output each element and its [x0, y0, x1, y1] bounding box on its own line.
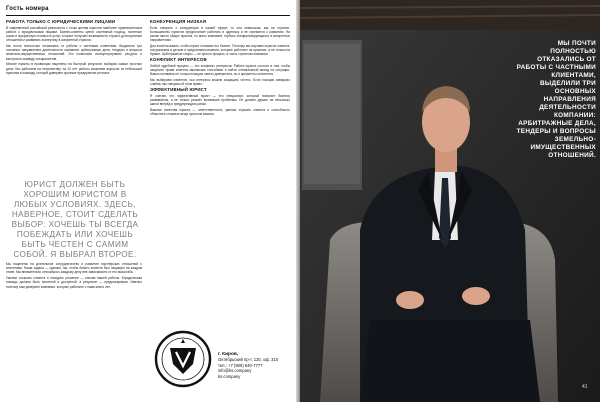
contact-site: ks.company: [218, 373, 241, 379]
paragraph: Мы почти полностью отказались от работы с частными клиентами. Выделили три основных направления деятельности компании: арбитражные дела, тендеры и вопросы земельно-имущественных отношений. Это позволило сконцентрировать ресурсы и выстроить команду специалистов.: [6, 44, 142, 61]
paragraph: Для клиента важно, чтобы юрист понимал его бизнес. Поэтому мы изучаем отрасль клиента, погружаемся в детали и предлагаем решения, которые работают на практике, а не только на бумаге. Арбитражные споры — не просто процесс, а часть стратегии компании.: [150, 44, 290, 57]
paragraph: Мы выбираем клиентов, чьи интересы можем защищать честно. Если позиция заведомо слабая, мы говорим об этом прямо.: [150, 77, 290, 87]
paragraph: В современной российской реальности с точки зрения юристов наиболее привлекательна работа с юридическими лицами. Бизнес-клиенты ценят системный подход, понятные сроки и прозрачную стоимость услуг, а юрист получает возможность строить долгосрочные отношения и развивать экспертизу в конкретной отрасли.: [6, 25, 142, 43]
section-title: Гость номера: [6, 6, 49, 12]
paragraph: Важные качества юриста — ответственность, умение слушать клиента и способность объяснять сложные вещи простым языком.: [150, 107, 290, 116]
paragraph: Я считаю, что эффективный юрист — это специалист, который помогает бизнесу развиваться, а не только решает возникшие проблемы. Он должен думать на несколько шагов вперёд и предупреждать риски.: [150, 93, 290, 106]
company-seal-logo: [154, 330, 212, 388]
paragraph: Если говорить о конкуренции в нашей сфере, то она невысокая, как ни странно. Большинство юристов предпочитает работать в одиночку и не стремится к развитию. На рынке много общих практик, но мало компаний, глубоко специализирующихся в конкретных направлениях.: [150, 25, 290, 43]
text-column-bottom: [6, 262, 142, 290]
text-column-2: [150, 20, 290, 118]
pull-quote: ЮРИСТ ДОЛЖЕН БЫТЬ ХОРОШИМ ЮРИСТОМ В ЛЮБЫХ УСЛОВИЯХ. ЗДЕСЬ, НАВЕРНОЕ, СТОИТ СДЕЛАТЬ ВЫБОР: ХОЧЕШЬ ТЫ ВСЕГДА ПОБЕЖДАТЬ ИЛИ ХОЧЕШЬ БЫТЬ ЧЕСТЕН С САМИМ СОБОЙ. Я ВЫБРАЛ ВТОРОЕ.: [11, 180, 139, 259]
contact-phone: тел.: +7 (909) 640-7777: [218, 362, 263, 368]
header-rule: [6, 15, 290, 16]
subheading: ЭФФЕКТИВНЫЙ ЮРИСТ: [150, 86, 207, 92]
contact-street: Октябрьский пр-т, 120, оф. 310: [218, 357, 279, 363]
left-page: [0, 0, 296, 402]
paragraph: Любой судебный процесс — это конфликт интересов. Работа юриста состоит в том, чтобы защитить права клиента законными способами и найти оптимальный выход из ситуации. Важно понимать не только позицию своего доверителя, но и аргументы оппонента.: [150, 63, 290, 77]
subheading: КОНФЛИКТ ИНТЕРЕСОВ: [150, 57, 207, 63]
contacts-block: [218, 352, 294, 379]
right-page: [300, 0, 600, 402]
subheading: КОНКУРЕНЦИЯ НИЗКАЯ: [150, 19, 207, 24]
paragraph: Умение слышать клиента и находить решения — основа нашей работы. Юридическая помощь должна быть понятной и доступной, а результат — предсказуемым. Именно поэтому нам доверяют компании, которые работают с нами много лет.: [6, 276, 142, 289]
subheading: РАБОТА ТОЛЬКО С ЮРИДИЧЕСКИМИ ЛИЦАМИ: [6, 19, 116, 24]
paragraph: Мы нацелены на длительное сотрудничество и развитие партнёрских отношений с клиентами. Наша задача — сделать так, чтобы бизнес клиента был защищён на каждом этапе. Мы внимательно относимся к каждому делу вне зависимости от его масштаба.: [6, 262, 142, 275]
contact-email: info@ks.company: [218, 368, 252, 374]
right-pull-quote: МЫ ПОЧТИ ПОЛНОСТЬЮ ОТКАЗАЛИСЬ ОТ РАБОТЫ С ЧАСТНЫМИ КЛИЕНТАМИ, ВЫДЕЛИЛИ ТРИ ОСНОВНЫХ НАПРАВЛЕНИЯ ДЕЯТЕЛЬНОСТИ КОМПАНИИ: АРБИТРАЖНЫЕ ДЕЛА, ТЕНДЕРЫ И ВОПРОСЫ ЗЕМЕЛЬНО-ИМУЩЕСТВЕННЫХ ОТНОШЕНИЙ.: [516, 40, 596, 159]
text-column-1: [6, 20, 142, 76]
page-number: 41: [582, 384, 588, 390]
paragraph: Многие юристы в провинции нацелены на быстрый результат, выбирая самые простые дела. Мы работаем на перспективу: за 10 лет работы компания выросла из небольшой практики в команду, которой доверяют крупные предприятия региона.: [6, 62, 142, 75]
contact-city: г. Киров,: [218, 352, 239, 357]
